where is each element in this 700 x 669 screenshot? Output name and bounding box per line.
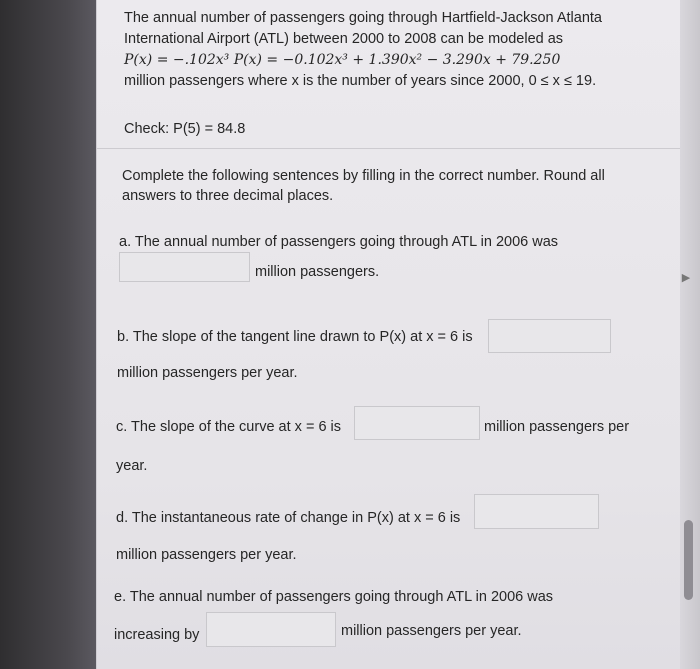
answer-e-input[interactable] bbox=[206, 612, 336, 647]
instructions-line-2: answers to three decimal places. bbox=[122, 188, 334, 204]
question-c-unit: million passengers per bbox=[484, 419, 630, 435]
problem-line-1: The annual number of passengers going through Hartfield-Jackson Atlanta bbox=[124, 10, 602, 26]
question-e-prefix: increasing by bbox=[114, 627, 200, 643]
question-a-unit: million passengers. bbox=[255, 264, 380, 280]
question-e-unit: million passengers per year. bbox=[341, 623, 522, 639]
question-b-text: b. The slope of the tangent line drawn to P(x) at x = 6 is bbox=[117, 329, 473, 345]
question-d-text: d. The instantaneous rate of change in P(x) at x = 6 is bbox=[116, 510, 461, 526]
section-divider bbox=[97, 148, 680, 149]
question-b-unit: million passengers per year. bbox=[117, 365, 298, 381]
question-a-text: a. The annual number of passengers going through ATL in 2006 was bbox=[119, 234, 559, 250]
answer-c-input[interactable] bbox=[354, 406, 480, 440]
answer-a-input[interactable] bbox=[119, 252, 250, 282]
answer-b-input[interactable] bbox=[488, 319, 611, 353]
question-c-text: c. The slope of the curve at x = 6 is bbox=[116, 419, 342, 435]
instructions-line-1: Complete the following sentences by filling in the correct number. Round all bbox=[122, 168, 605, 184]
question-e-text: e. The annual number of passengers going through ATL in 2006 was bbox=[114, 589, 554, 605]
check-value: Check: P(5) = 84.8 bbox=[124, 121, 246, 137]
monitor-bezel bbox=[0, 0, 96, 669]
scroll-arrow-icon: ▶ bbox=[681, 272, 691, 284]
model-formula: P(x) = −.102x³ P(x) = −0.102x³ + 1.390x² − 3.290x + 79.250 bbox=[124, 52, 561, 68]
question-c-unit-cont: year. bbox=[116, 458, 148, 474]
problem-line-2: International Airport (ATL) between 2000 to 2008 can be modeled as bbox=[124, 31, 564, 47]
question-d-unit: million passengers per year. bbox=[116, 547, 297, 563]
problem-line-4: million passengers where x is the number of years since 2000, 0 ≤ x ≤ 19. bbox=[124, 73, 597, 89]
scrollbar-thumb[interactable] bbox=[684, 520, 693, 600]
answer-d-input[interactable] bbox=[474, 494, 599, 529]
